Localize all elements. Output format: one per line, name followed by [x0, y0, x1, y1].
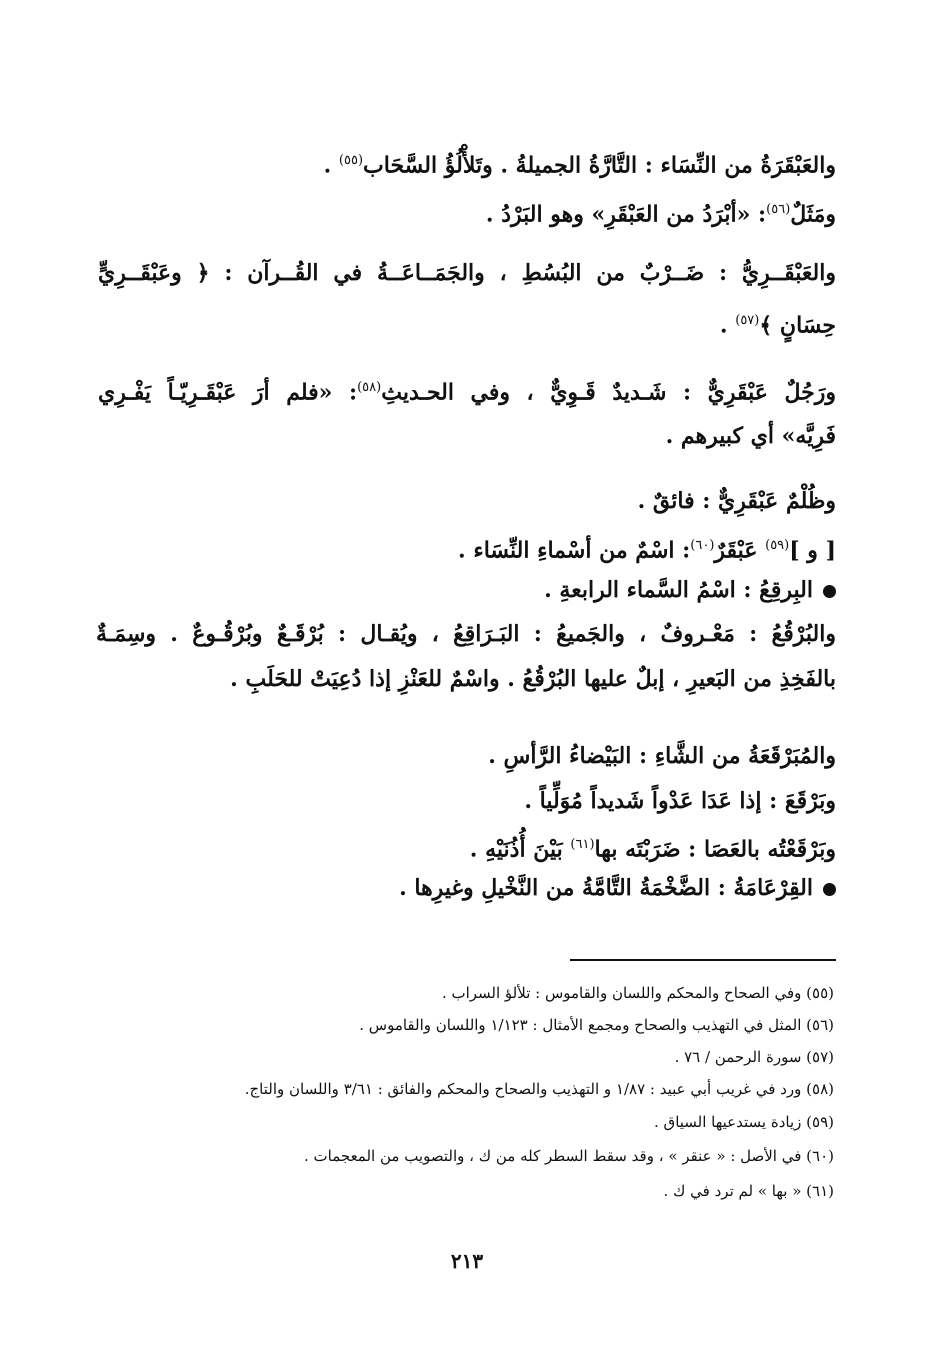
- entry-line: [324, 146, 836, 180]
- footnote-ref: (٥٧): [735, 313, 760, 328]
- footnote-ref: (٥٨): [357, 380, 382, 395]
- entry-line: [458, 531, 836, 565]
- entry-line: [470, 830, 836, 864]
- entry-line: [486, 195, 836, 229]
- line-text: وبَرْقَعْتُه بالعَصَا : ضَرَبْتَه بها: [594, 836, 836, 863]
- footnote: (٦٠) في الأصل : « عنقر » ، وقد سقط السطر كله من ك ، والتصويب من المعجمات .: [303, 1147, 834, 1165]
- line-text: والعَبْقَــرِيُّ : ضَــرْبٌ من البُسُطِ ، والجَمَــاعَــةُ في القُــرآن : ﴿ وعَبْقَــرِيٍّ: [98, 260, 836, 286]
- entry-line-headword: [399, 873, 836, 903]
- footnote-ref: (٦٠): [690, 538, 715, 553]
- bullet-icon: [823, 585, 836, 598]
- footnote: (٥٩) زيادة يستدعيها السياق .: [654, 1113, 834, 1131]
- footnote-ref: (٥٩): [765, 538, 790, 553]
- line-tail: .: [323, 152, 339, 179]
- line-text: والعَبْقَرَةُ من النِّسَاء : التَّارَّةُ الجميلةُ . وتَلأْلُؤُ السَّحَاب: [363, 152, 836, 179]
- footnote: (٦١) « بها » لم ترد في ك .: [663, 1182, 834, 1200]
- line-tail: عَبْقَرٌ: [714, 537, 766, 564]
- line-tail: : اسْمٌ من أسْماءِ النِّسَاء .: [458, 537, 691, 564]
- bullet-icon: [823, 883, 836, 896]
- footnote: (٥٦) المثل في التهذيب والصحاح ومجمع الأمثال : ١/١٢٣ واللسان والقاموس .: [359, 1016, 834, 1034]
- line-text: ورَجُلٌ عَبْقَرِيٌّ : شَـديدٌ قَـوِيٌّ ، وفي الحـديثِ: [381, 379, 836, 406]
- line-text: حِسَانٍ ﴾: [759, 312, 836, 339]
- line-tail: .: [719, 312, 736, 339]
- line-text: والبُرْقُعُ : مَعْـروفٌ ، والجَميعُ : البَـرَاقِعُ ، ويُقـال : بُرْقَـعٌ وبُرْقُـوعٌ . وسِمَـةٌ: [96, 621, 836, 647]
- line-text: وبَرْقَعَ : إذا عَدَا عَدْواً شَديداً مُوَلِّياً .: [524, 788, 836, 814]
- line-tail: : «أبْرَدُ من العَبْقَرِ» وهو البَرْدُ .: [485, 201, 767, 228]
- footnote-ref: (٥٥): [338, 153, 364, 168]
- entry-line: [98, 373, 836, 407]
- line-text: ومَثَلٌ: [790, 201, 836, 228]
- entry-line: [666, 421, 836, 451]
- entry-line: [720, 306, 836, 340]
- entry-line: [230, 664, 836, 694]
- line-text: والمُبَرْقَعَةُ من الشَّاءِ : البَيْضاءُ الرَّأسِ .: [488, 743, 836, 769]
- line-text: فَرِيَّه» أي كبيرهم .: [665, 423, 836, 449]
- line-tail: : «فلم أرَ عَبْقَـرِيّـاً يَفْـرِي: [98, 379, 358, 406]
- line-tail: بَيْنَ أُذُنَيْهِ .: [469, 836, 571, 863]
- footnote-ref: (٥٦): [766, 202, 791, 217]
- entry-line-headword: [544, 575, 836, 605]
- line-text: البِرقِعُ : اسْمُ السَّماء الرابعةِ .: [544, 577, 813, 603]
- footnote: (٥٥) وفي الصحاح والمحكم واللسان والقاموس : تلألؤ السراب .: [441, 984, 834, 1002]
- line-text: القِرْعَامَةُ : الضَّخْمَةُ التَّامَّةُ من النَّخْيلِ وغيرِها .: [399, 875, 813, 901]
- entry-line: [638, 486, 836, 516]
- line-text: بالفَخِذِ من البَعيرِ ، إبلٌ عليها البُرْقُعُ . واسْمٌ للعَنْزِ إذا دُعِيَتْ للحَلَبِ .: [230, 666, 836, 692]
- entry-line: [488, 741, 836, 771]
- entry-line: [96, 619, 836, 649]
- line-text: وظُلْمٌ عَبْقَرِيٌّ : فائقٌ .: [637, 488, 836, 514]
- footnote: (٥٨) ورد في غريب أبي عبيد : ١/٨٧ و التهذيب والصحاح والمحكم والفائق : ٣/٦١ واللسان والتاج.: [244, 1080, 834, 1098]
- footnote-ref: (٦١): [570, 837, 595, 852]
- footnote: (٥٧) سورة الرحمن / ٧٦ .: [674, 1048, 834, 1066]
- entry-line: [98, 258, 836, 288]
- footnote-divider: [570, 959, 836, 961]
- line-text: [ و ]: [789, 537, 836, 564]
- entry-line: [524, 786, 836, 816]
- page-number: ٢١٣: [450, 1249, 484, 1273]
